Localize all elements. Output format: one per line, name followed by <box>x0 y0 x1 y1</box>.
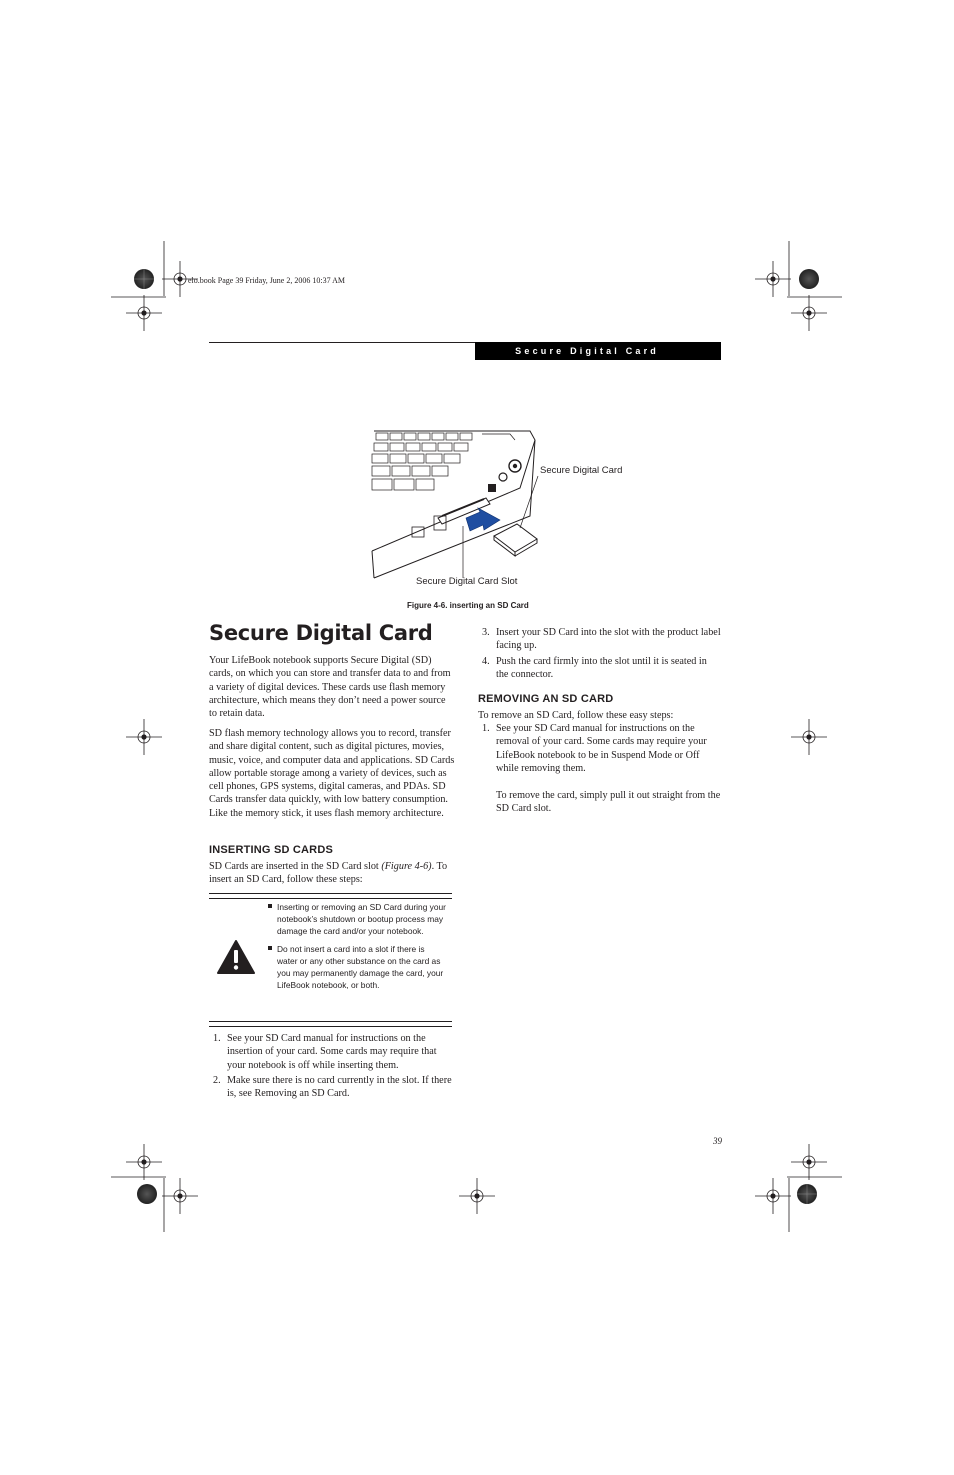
step-text: See your SD Card manual for instructions on the removal of your card. Some cards may require your LifeBook notebook to be in Suspend Mode or Off while removing them. <box>496 723 707 774</box>
step-number: 1. <box>213 1033 221 1044</box>
print-slug: elo.book Page 39 Friday, June 2, 2006 10:37 AM <box>188 276 346 285</box>
warning-top-rule <box>209 893 452 899</box>
inserting-steps-3-4 <box>478 626 721 681</box>
removing-heading: REMOVING AN SD CARD <box>478 693 614 705</box>
warning-box <box>209 893 452 1027</box>
inserting-intro-before: SD Cards are inserted in the SD Card slot <box>209 861 382 872</box>
inserting-intro <box>209 860 455 887</box>
step-text: Make sure there is no card currently in the slot. If there is, see Removing an SD Card. <box>227 1074 452 1100</box>
warning-item: Inserting or removing an SD Card during your notebook’s shutdown or bootup process may damage the card and/or your notebook. <box>266 901 446 937</box>
intro-paragraph-2 <box>209 727 455 820</box>
page-title: Secure Digital Card <box>209 621 433 645</box>
step-number: 3. <box>482 627 490 638</box>
list-item <box>478 722 721 775</box>
inserting-heading: INSERTING SD CARDS <box>209 844 333 856</box>
removing-steps <box>478 722 721 775</box>
list-item <box>478 655 721 682</box>
removing-followup: To remove the card, simply pull it out straight from the SD Card slot. <box>496 790 721 815</box>
figure-reference: (Figure 4-6) <box>381 861 432 872</box>
intro-text-1: Your LifeBook notebook supports Secure Digital (SD) cards, on which you can store and transfer data to and from a variety of digital devices. These cards use flash memory architecture, which means they don’t need a power source to retain data. <box>209 655 451 720</box>
step-text: See your SD Card manual for instructions on the insertion of your card. Some cards may require that your notebook is off while inserting them. <box>227 1033 437 1071</box>
intro-paragraph-1 <box>209 654 455 720</box>
warning-bottom-rule <box>209 1021 452 1027</box>
inserting-intro-after: . To insert an SD Card, follow these steps: <box>209 861 448 886</box>
removing-intro: To remove an SD Card, follow these easy steps: <box>478 710 674 721</box>
intro-text-2: SD flash memory technology allows you to record, transfer and share digital content, such as digital pictures, movies, music, voice, and computer data and applications. SD Cards allow portable storage among a variety of devices, such as cell phones, GPS systems, digital cameras, and PDAs. SD Cards transfer data quickly, with low battery consumption. Like the memory stick, it uses flash memory architecture. <box>209 728 455 819</box>
step-text: Insert your SD Card into the slot with the product label facing up. <box>496 627 721 652</box>
callout-sd-card-slot: Secure Digital Card Slot <box>416 576 518 587</box>
running-header: Secure Digital Card <box>475 342 721 360</box>
sd-card-figure <box>370 428 550 583</box>
step-number: 2. <box>213 1074 221 1086</box>
callout-sd-card: Secure Digital Card <box>540 465 623 476</box>
keyboard-keys <box>372 433 472 490</box>
step-text: Push the card firmly into the slot until it is seated in the connector. <box>496 655 707 680</box>
header-rule <box>209 342 475 343</box>
warning-list <box>266 901 446 997</box>
figure-caption: Figure 4-6. inserting an SD Card <box>407 601 529 610</box>
page-number: 39 <box>713 1136 722 1146</box>
warning-item: Do not insert a card into a slot if there is water or any other substance on the card as you may permanently damage the card, your LifeBook notebook, or both. <box>266 943 446 991</box>
step-number: 4. <box>482 655 490 667</box>
list-item <box>478 626 721 653</box>
list-item <box>209 1032 455 1072</box>
step-number: 1. <box>482 723 490 734</box>
list-item <box>209 1074 455 1101</box>
inserting-steps-1-2 <box>209 1032 455 1100</box>
warning-icon <box>216 939 256 975</box>
